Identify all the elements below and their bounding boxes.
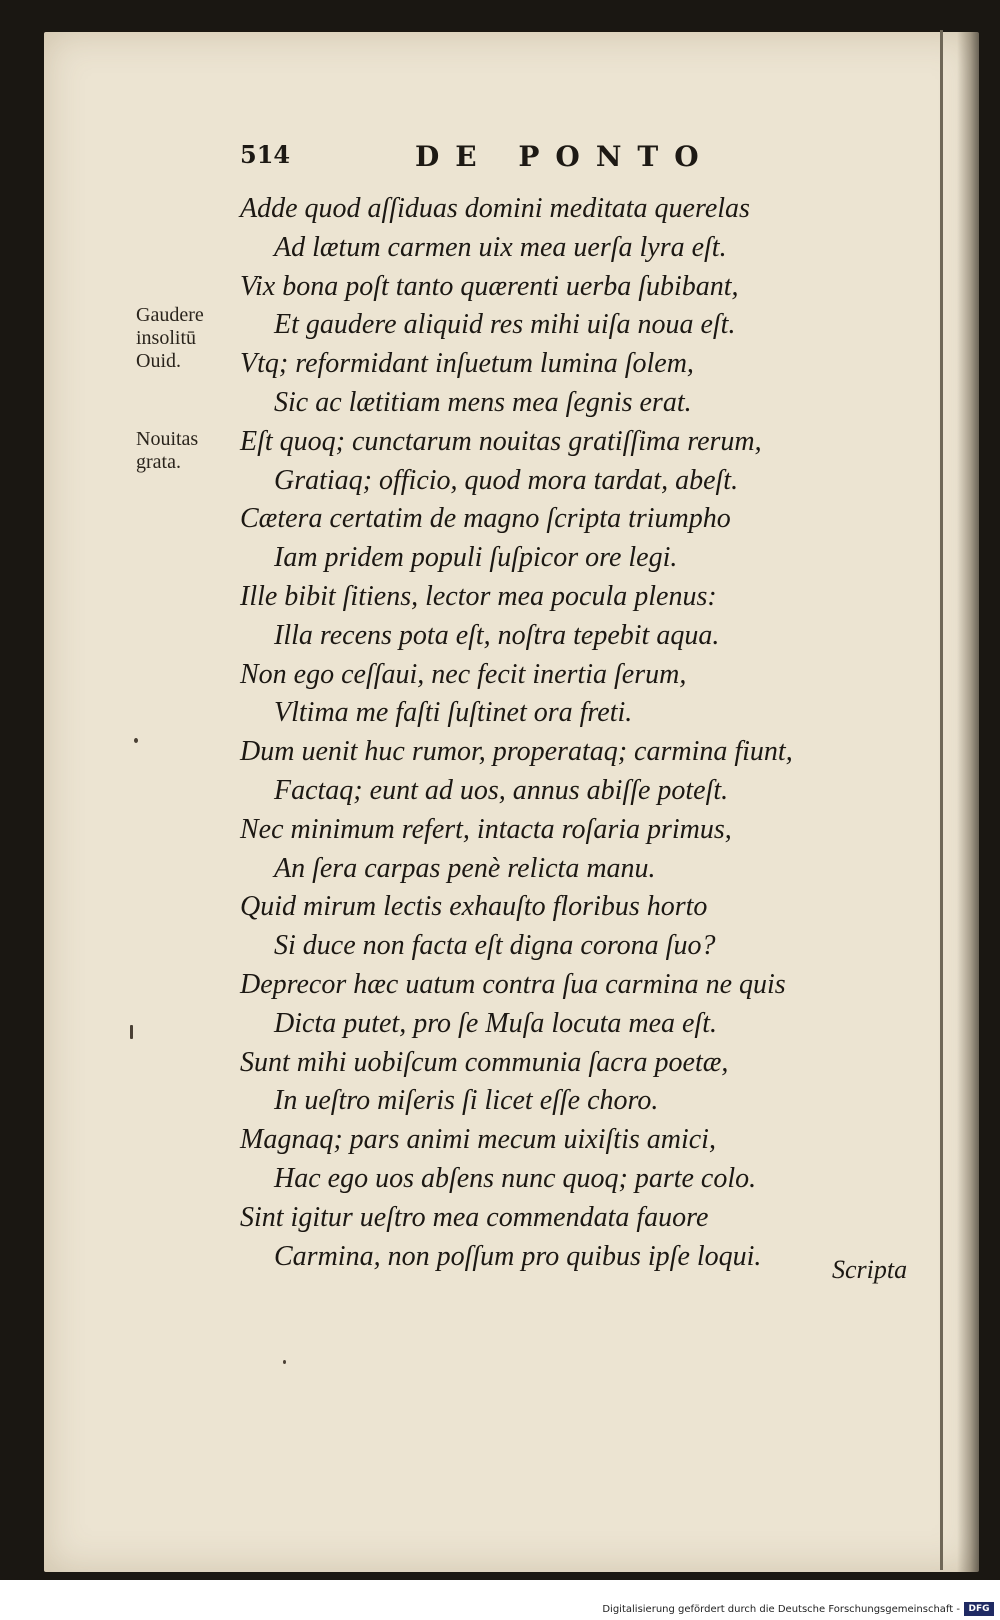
verse-line: Nec minimum refert, intacta roſaria primus, <box>240 813 732 845</box>
verse-line: Cætera certatim de magno ſcripta triumpho <box>240 503 731 535</box>
ink-speck <box>134 738 138 743</box>
page-edge-line <box>940 30 943 1570</box>
verse-line: Sic ac lætitiam mens mea ſegnis erat. <box>274 386 692 418</box>
verse-line: Eſt quoq; cunctarum nouitas gratiſſima rerum, <box>240 425 762 457</box>
verse-line: Ille bibit ſitiens, lector mea pocula plenus: <box>240 580 717 612</box>
page-header <box>240 140 760 180</box>
catchword: Scripta <box>832 1255 908 1284</box>
verse-line: Carmina, non poſſum pro quibus ipſe loqui. <box>274 1240 762 1272</box>
verse-line: Vltima me faſti ſuſtinet ora freti. <box>274 697 633 729</box>
marginal-note-line: insolitū <box>136 327 197 349</box>
verse-line: Adde quod aſſiduas domini meditata querelas <box>240 193 750 224</box>
verse-line: Iam pridem populi ſuſpicor ore legi. <box>274 542 678 574</box>
verse-line: Magnaq; pars animi mecum uixiſtis amici, <box>240 1124 716 1156</box>
verse-line: Factaq; eunt ad uos, annus abiſſe poteſt. <box>274 774 729 806</box>
page-edge-shadow <box>957 32 979 1572</box>
verse-line: Dicta putet, pro ſe Muſa locuta mea eſt. <box>274 1007 717 1039</box>
marginal-note-line: Nouitas <box>136 428 199 450</box>
marginal-note-line: Gaudere <box>136 304 204 326</box>
ink-speck <box>283 1360 286 1364</box>
marginal-note-gaudere <box>136 304 236 373</box>
verse-line: Quid mirum lectis exhauſto floribus horto <box>240 891 708 923</box>
verse-line: Illa recens pota eſt, noſtra tepebit aqua. <box>274 619 720 651</box>
digitization-credit: Digitalisierung gefördert durch die Deutsche Forschungsgemeinschaft - <box>602 1604 960 1615</box>
verse-block <box>240 190 840 1276</box>
verse-line: In ueſtro miſeris ſi licet eſſe choro. <box>274 1085 659 1117</box>
verse-line: Vtq; reformidant inſuetum lumina ſolem, <box>240 348 694 380</box>
verse-line: Non ego ceſſaui, nec fecit inertia ſerum, <box>240 658 687 690</box>
verse-line: Vix bona poſt tanto quærenti uerba ſubibant, <box>240 270 739 302</box>
verse-line: Deprecor hæc uatum contra ſua carmina ne quis <box>240 968 786 1000</box>
verse-line: An ſera carpas penè relicta manu. <box>274 852 656 884</box>
page-number: 514 <box>240 140 291 169</box>
dfg-logo: DFG <box>964 1602 994 1616</box>
ink-speck <box>130 1025 133 1039</box>
verse-line: Gratiaq; officio, quod mora tardat, abeſt. <box>274 464 739 496</box>
marginal-note-line: grata. <box>136 451 181 473</box>
verse-line: Dum uenit huc rumor, properataq; carmina fiunt, <box>240 736 793 768</box>
verse-line: Sunt mihi uobiſcum communia ſacra poetæ, <box>240 1046 729 1078</box>
verse-line: Si duce non facta eſt digna corona ſuo? <box>274 930 716 962</box>
verse-line: Ad lætum carmen uix mea uerſa lyra eſt. <box>274 231 727 263</box>
marginal-note-nouitas <box>136 428 236 474</box>
marginal-note-line: Ouid. <box>136 350 181 372</box>
verse-line: Et gaudere aliquid res mihi uiſa noua eſt. <box>274 309 736 341</box>
verse-line: Hac ego uos abſens nunc quoq; parte colo. <box>274 1162 757 1194</box>
running-title: DE PONTO <box>415 140 715 173</box>
verse-line: Sint igitur ueſtro mea commendata fauore <box>240 1201 709 1233</box>
